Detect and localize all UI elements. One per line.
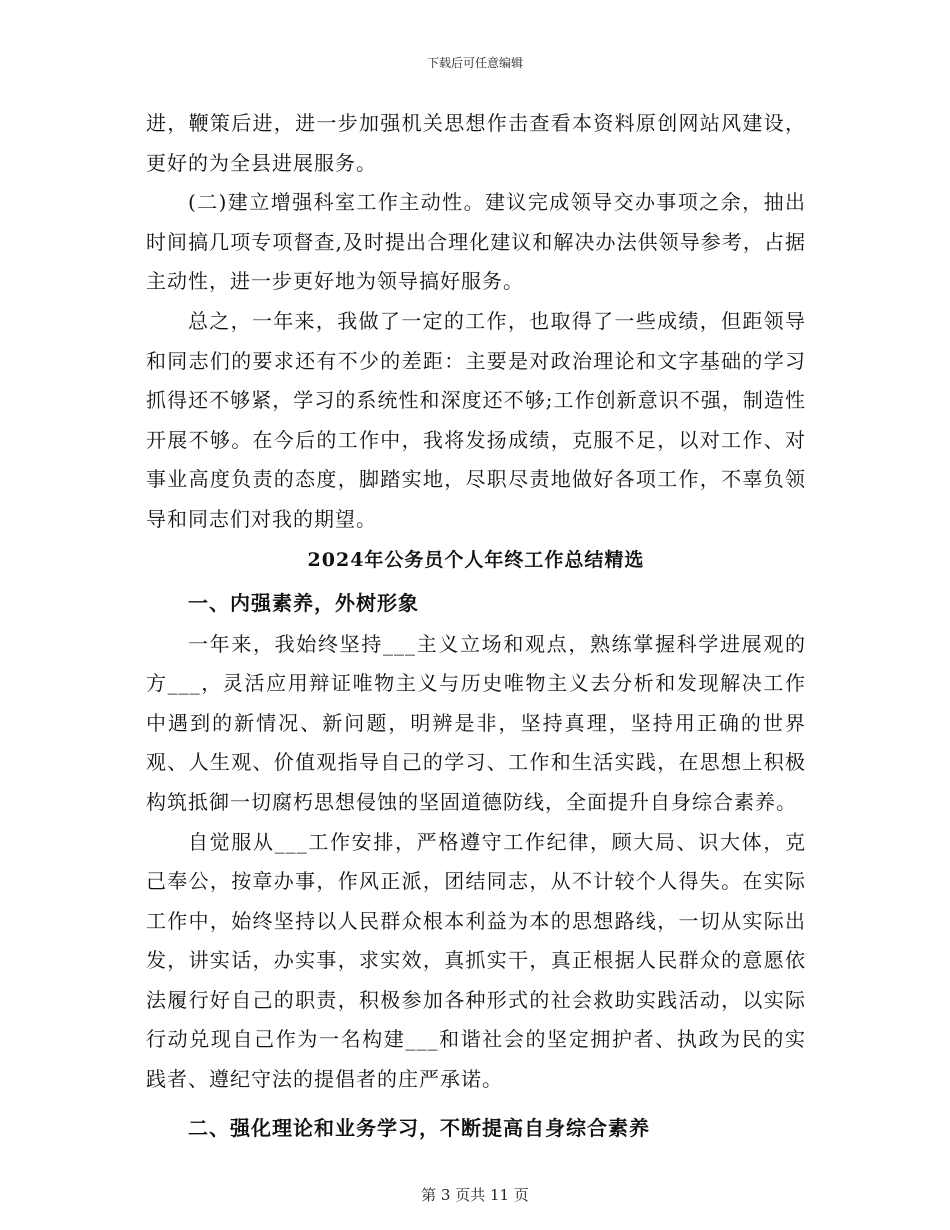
section-heading: 一、内强素养，外树形象 [188, 590, 419, 615]
paragraph: 一年来，我始终坚持___主义立场和观点，熟练掌握科学进展观的方___，灵活应用辩证唯物主义与历史唯物主义去分析和发现解决工作中遇到的新情况、新问题，明辨是非，坚持真理，坚持用正确的世界观、人生观、价值观指导自己的学习、工作和生活实践，在思想上积极构筑抵御一切腐朽思想侵蚀的坚固道德防线，全面提升自身综合素养。 [146, 631, 806, 814]
section-title: 2024年公务员个人年终工作总结精选 [307, 548, 645, 571]
paragraph: 总之，一年来，我做了一定的工作，也取得了一些成绩，但距领导和同志们的要求还有不少的差距：主要是对政治理论和文字基础的学习抓得还不够紧，学习的系统性和深度还不够;工作创新意识不强，制造性开展不够。在今后的工作中，我将发扬成绩，克服不足，以对工作、对事业高度负责的态度，脚踏实地，尽职尽责地做好各项工作，不辜负领导和同志们对我的期望。 [146, 308, 806, 531]
paragraph: (二)建立增强科室工作主动性。建议完成领导交办事项之余，抽出时间搞几项专项督查,及时提出合理化建议和解决办法供领导参考，占据主动性，进一步更好地为领导搞好服务。 [146, 190, 806, 294]
paragraph: 自觉服从___工作安排，严格遵守工作纪律，顾大局、识大体，克己奉公，按章办事，作风正派，团结同志，从不计较个人得失。在实际工作中，始终坚持以人民群众根本利益为本的思想路线，一切从实际出发，讲实话，办实事，求实效，真抓实干，真正根据人民群众的意愿依法履行好自己的职责，积极参加各种形式的社会救助实践活动，以实际行动兑现自己作为一名构建___和谐社会的坚定拥护者、执政为民的实践者、遵纪守法的提倡者的庄严承诺。 [146, 829, 806, 1092]
page-header: 下载后可任意编辑 [426, 56, 523, 70]
page-footer: 第 3 页共 11 页 [421, 1186, 529, 1204]
paragraph: 进，鞭策后进，进一步加强机关思想作击查看本资料原创网站风建设，更好的为全县进展服务。 [146, 111, 806, 175]
document-body [146, 104, 806, 1150]
section-heading: 二、强化理论和业务学习，不断提高自身综合素养 [188, 1115, 650, 1140]
